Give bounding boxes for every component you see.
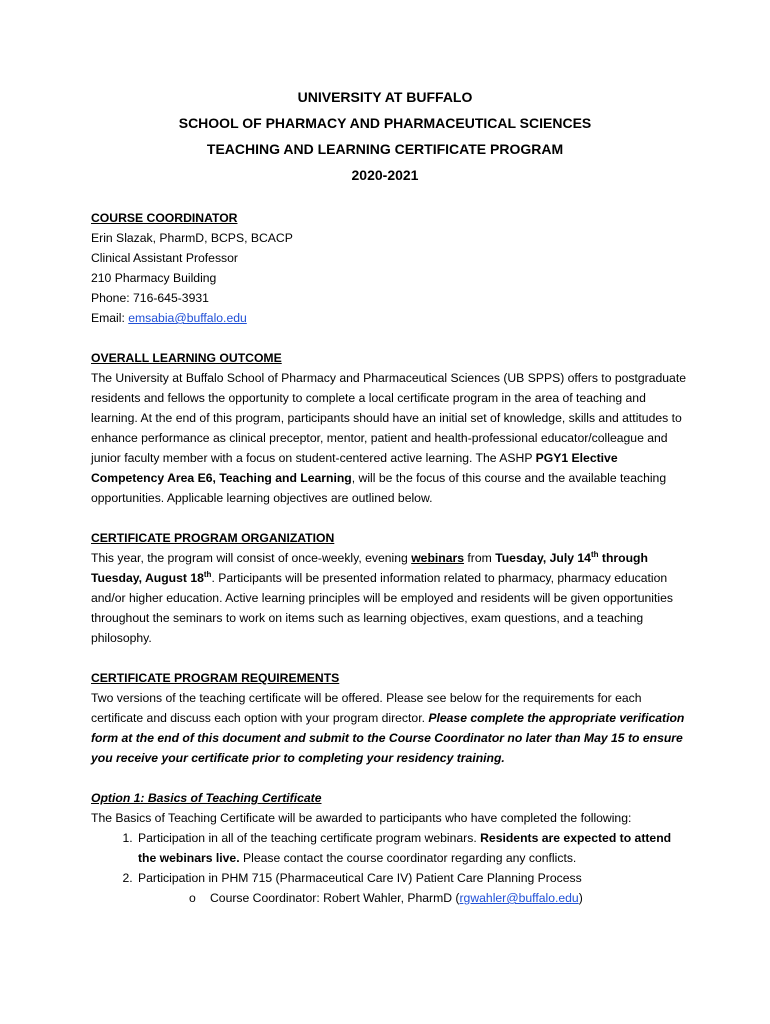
section-coordinator — [91, 208, 691, 328]
section-outcome — [91, 348, 691, 508]
list-item: 2. Participation in PHM 715 (Pharmaceutical Care IV) Patient Care Planning Process o Course Coordinator: Robert Wahler, PharmD (rgwahler@buffalo.edu) — [136, 868, 691, 908]
document-page — [91, 84, 691, 908]
list-item: 1. Participation in all of the teaching certificate program webinars. Residents are expected to attend the webinars live. Please contact the course coordinator regarding any conflicts. — [136, 828, 691, 868]
requirements-heading: CERTIFICATE PROGRAM REQUIREMENTS — [91, 671, 340, 685]
outcome-heading: OVERALL LEARNING OUTCOME — [91, 351, 282, 365]
wahler-email-link[interactable]: rgwahler@buffalo.edu — [459, 891, 579, 905]
sub-list-item: o Course Coordinator: Robert Wahler, PharmD (rgwahler@buffalo.edu) — [208, 888, 691, 908]
coordinator-email-link[interactable]: emsabia@buffalo.edu — [128, 311, 247, 325]
coordinator-office: 210 Pharmacy Building — [91, 271, 217, 285]
organization-heading: CERTIFICATE PROGRAM ORGANIZATION — [91, 531, 335, 545]
coordinator-name: Erin Slazak, PharmD, BCPS, BCACP — [91, 231, 293, 245]
outcome-paragraph: The University at Buffalo School of Pharmacy and Pharmaceutical Sciences (UB SPPS) offers to postgraduate residents and fellows the opportunity to complete a local certificate program in the area of teaching and learning. At the end of this program, participants should have an initial set of knowledge, skills and attitudes to enhance performance as clinical preceptor, mentor, patient and health-professional educator/colleague and junior faculty member with a focus on student-centered active learning. The ASHP PGY1 Elective Competency Area E6, Teaching and Learning, will be the focus of this course and the available teaching opportunities. Applicable learning objectives are outlined below. — [91, 371, 687, 505]
coordinator-heading: COURSE COORDINATOR — [91, 211, 238, 225]
title-university: UNIVERSITY AT BUFFALO — [297, 89, 473, 105]
document-title — [91, 84, 691, 188]
title-school: SCHOOL OF PHARMACY AND PHARMACEUTICAL SCIENCES — [178, 115, 592, 131]
option1-heading: Option 1: Basics of Teaching Certificate — [91, 791, 322, 805]
title-program: TEACHING AND LEARNING CERTIFICATE PROGRAM — [206, 141, 564, 157]
option1-sublist — [138, 888, 691, 908]
option1-list — [91, 828, 691, 908]
requirements-paragraph: Two versions of the teaching certificate will be offered. Please see below for the requirements for each certificate and discuss each option with your program director. Please complete the appropriate verification form at the end of this document and submit to the Course Coordinator no later than May 15 to ensure you receive your certificate prior to completing your residency training. — [91, 691, 685, 765]
title-year: 2020-2021 — [351, 167, 419, 183]
section-organization — [91, 528, 691, 648]
email-label: Email: — [91, 311, 129, 325]
coordinator-position: Clinical Assistant Professor — [91, 251, 238, 265]
option1-intro: The Basics of Teaching Certificate will be awarded to participants who have completed the following: — [91, 811, 632, 825]
section-requirements — [91, 668, 691, 768]
organization-paragraph: This year, the program will consist of once-weekly, evening webinars from Tuesday, July 14th through Tuesday, August 18th. Participants will be presented information related to pharmacy, pharmacy education and/or higher education. Active learning principles will be employed and residents will be given opportunities throughout the seminars to work on items such as learning objectives, exam questions, and a teaching philosophy. — [91, 549, 673, 645]
coordinator-email-line — [91, 308, 691, 328]
coordinator-phone: Phone: 716-645-3931 — [91, 291, 209, 305]
section-option1 — [91, 788, 691, 908]
